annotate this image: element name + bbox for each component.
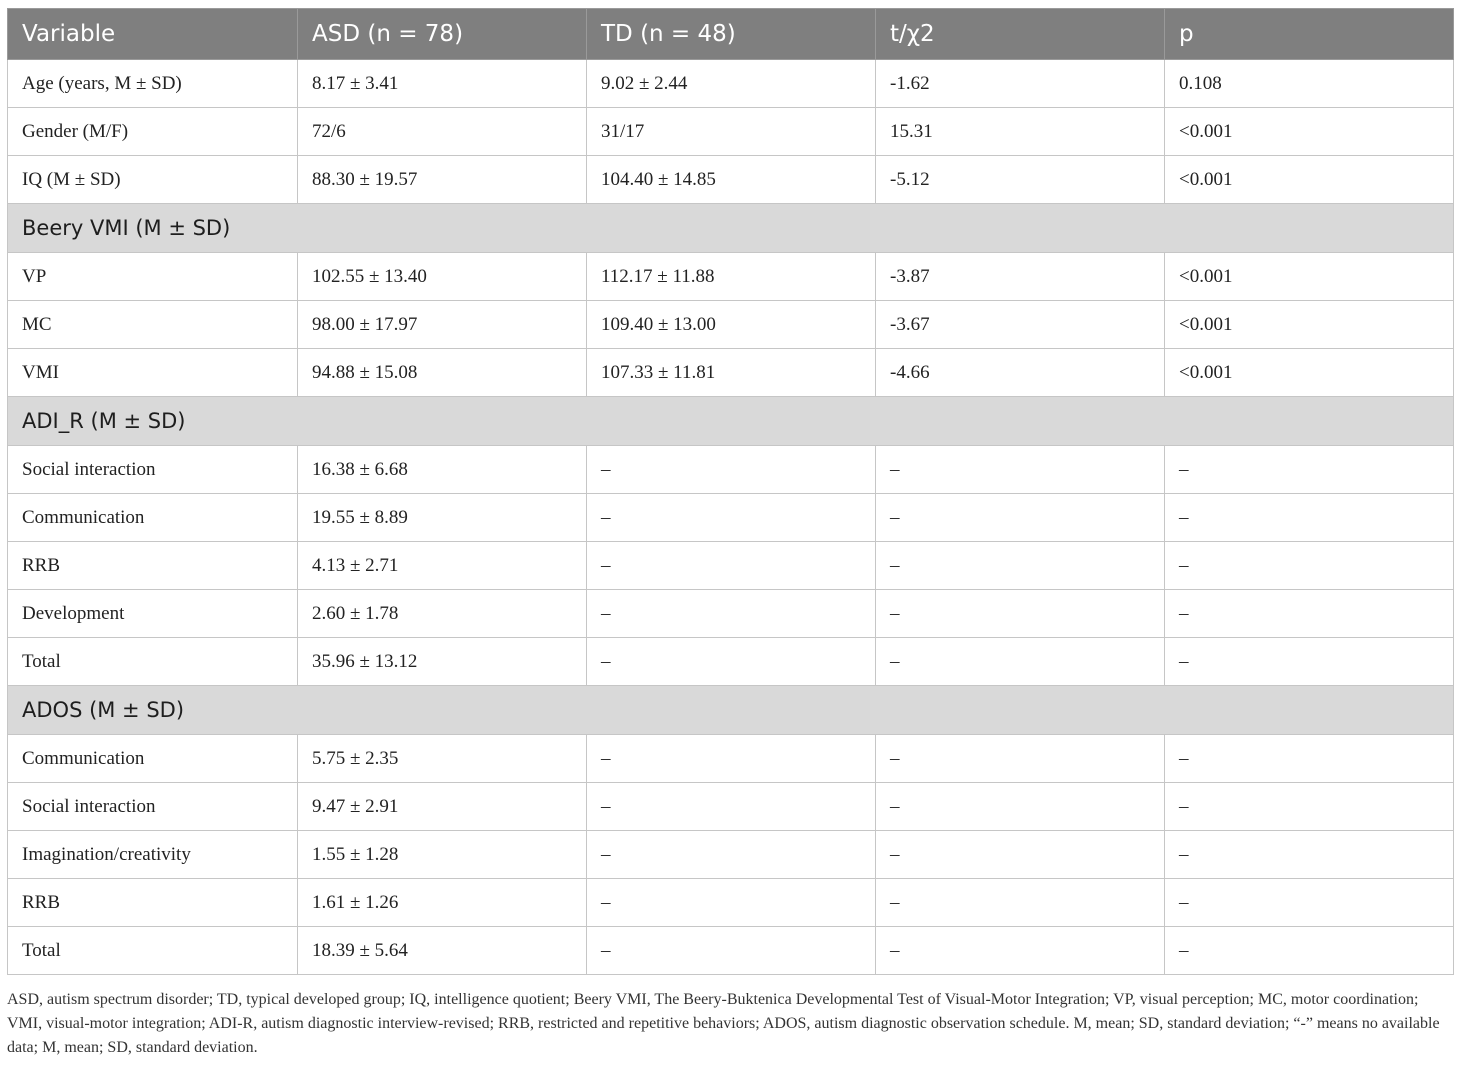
cell-td: – — [587, 735, 876, 783]
table-row — [8, 590, 1454, 638]
header-p-value: p — [1165, 9, 1454, 60]
cell-variable: Communication — [8, 494, 298, 542]
cell-p-value: – — [1165, 494, 1454, 542]
section-row — [8, 204, 1454, 253]
header-td: TD (n = 48) — [587, 9, 876, 60]
cell-p-value: <0.001 — [1165, 349, 1454, 397]
cell-variable: Social interaction — [8, 446, 298, 494]
cell-asd: 72/6 — [298, 108, 587, 156]
table-row — [8, 735, 1454, 783]
cell-statistic: 15.31 — [876, 108, 1165, 156]
cell-p-value: – — [1165, 783, 1454, 831]
table-body — [8, 60, 1454, 975]
table-header-row — [8, 9, 1454, 60]
cell-asd: 94.88 ± 15.08 — [298, 349, 587, 397]
table-row — [8, 542, 1454, 590]
cell-variable: Imagination/creativity — [8, 831, 298, 879]
cell-p-value: – — [1165, 638, 1454, 686]
cell-statistic: – — [876, 831, 1165, 879]
cell-p-value: – — [1165, 927, 1454, 975]
cell-p-value: <0.001 — [1165, 253, 1454, 301]
table-row — [8, 446, 1454, 494]
cell-p-value: – — [1165, 735, 1454, 783]
cell-td: – — [587, 542, 876, 590]
cell-td: – — [587, 879, 876, 927]
table-row — [8, 108, 1454, 156]
cell-asd: 88.30 ± 19.57 — [298, 156, 587, 204]
cell-p-value: – — [1165, 831, 1454, 879]
cell-td: – — [587, 831, 876, 879]
cell-td: 112.17 ± 11.88 — [587, 253, 876, 301]
cell-asd: 102.55 ± 13.40 — [298, 253, 587, 301]
table-row — [8, 301, 1454, 349]
cell-td: – — [587, 446, 876, 494]
header-statistic: t/χ2 — [876, 9, 1165, 60]
cell-td: 31/17 — [587, 108, 876, 156]
cell-td: 9.02 ± 2.44 — [587, 60, 876, 108]
cell-asd: 1.55 ± 1.28 — [298, 831, 587, 879]
cell-asd: 1.61 ± 1.26 — [298, 879, 587, 927]
cell-statistic: – — [876, 927, 1165, 975]
cell-asd: 5.75 ± 2.35 — [298, 735, 587, 783]
section-label: ADI_R (M ± SD) — [8, 397, 1454, 446]
table-row — [8, 156, 1454, 204]
demographics-table — [7, 8, 1454, 975]
cell-td: – — [587, 590, 876, 638]
table-row — [8, 831, 1454, 879]
cell-asd: 4.13 ± 2.71 — [298, 542, 587, 590]
cell-statistic: -5.12 — [876, 156, 1165, 204]
table-row — [8, 494, 1454, 542]
cell-statistic: – — [876, 783, 1165, 831]
cell-statistic: – — [876, 879, 1165, 927]
header-variable: Variable — [8, 9, 298, 60]
table-container — [7, 8, 1453, 975]
table-row — [8, 253, 1454, 301]
cell-asd: 2.60 ± 1.78 — [298, 590, 587, 638]
table-row — [8, 783, 1454, 831]
cell-variable: IQ (M ± SD) — [8, 156, 298, 204]
cell-variable: Total — [8, 638, 298, 686]
cell-asd: 35.96 ± 13.12 — [298, 638, 587, 686]
cell-td: – — [587, 638, 876, 686]
cell-statistic: -3.87 — [876, 253, 1165, 301]
table-row — [8, 349, 1454, 397]
cell-variable: MC — [8, 301, 298, 349]
cell-variable: Age (years, M ± SD) — [8, 60, 298, 108]
header-asd: ASD (n = 78) — [298, 9, 587, 60]
cell-variable: Total — [8, 927, 298, 975]
cell-td: – — [587, 927, 876, 975]
cell-asd: 19.55 ± 8.89 — [298, 494, 587, 542]
cell-asd: 9.47 ± 2.91 — [298, 783, 587, 831]
cell-p-value: – — [1165, 542, 1454, 590]
cell-asd: 8.17 ± 3.41 — [298, 60, 587, 108]
cell-variable: RRB — [8, 542, 298, 590]
cell-p-value: – — [1165, 590, 1454, 638]
cell-p-value: 0.108 — [1165, 60, 1454, 108]
cell-statistic: -1.62 — [876, 60, 1165, 108]
cell-td: 109.40 ± 13.00 — [587, 301, 876, 349]
cell-variable: Gender (M/F) — [8, 108, 298, 156]
cell-td: – — [587, 494, 876, 542]
cell-variable: RRB — [8, 879, 298, 927]
section-label: ADOS (M ± SD) — [8, 686, 1454, 735]
cell-p-value: <0.001 — [1165, 156, 1454, 204]
cell-td: – — [587, 783, 876, 831]
cell-variable: Social interaction — [8, 783, 298, 831]
section-row — [8, 686, 1454, 735]
section-row — [8, 397, 1454, 446]
cell-asd: 98.00 ± 17.97 — [298, 301, 587, 349]
section-label: Beery VMI (M ± SD) — [8, 204, 1454, 253]
cell-variable: VP — [8, 253, 298, 301]
cell-asd: 16.38 ± 6.68 — [298, 446, 587, 494]
cell-p-value: – — [1165, 879, 1454, 927]
cell-statistic: -4.66 — [876, 349, 1165, 397]
cell-statistic: – — [876, 590, 1165, 638]
cell-p-value: – — [1165, 446, 1454, 494]
cell-statistic: – — [876, 542, 1165, 590]
cell-statistic: – — [876, 494, 1165, 542]
cell-td: 104.40 ± 14.85 — [587, 156, 876, 204]
table-row — [8, 927, 1454, 975]
cell-asd: 18.39 ± 5.64 — [298, 927, 587, 975]
cell-td: 107.33 ± 11.81 — [587, 349, 876, 397]
cell-statistic: – — [876, 735, 1165, 783]
table-footnote: ASD, autism spectrum disorder; TD, typical developed group; IQ, intelligence quotient; Beery VMI, The Beery-Buktenica Developmental Test of Visual-Motor Integration; VP, visual perception; MC, motor coordination; VMI, visual-motor integration; ADI-R, autism diagnostic interview-revised; RRB, restricted and repetitive behaviors; ADOS, autism diagnostic observation schedule. M, mean; SD, standard deviation; “-” means no available data; M, mean; SD, standard deviation. — [7, 991, 1440, 1056]
table-row — [8, 879, 1454, 927]
cell-statistic: – — [876, 638, 1165, 686]
cell-variable: VMI — [8, 349, 298, 397]
cell-p-value: <0.001 — [1165, 301, 1454, 349]
cell-p-value: <0.001 — [1165, 108, 1454, 156]
table-row — [8, 638, 1454, 686]
table-row — [8, 60, 1454, 108]
cell-variable: Development — [8, 590, 298, 638]
cell-statistic: – — [876, 446, 1165, 494]
cell-statistic: -3.67 — [876, 301, 1165, 349]
cell-variable: Communication — [8, 735, 298, 783]
